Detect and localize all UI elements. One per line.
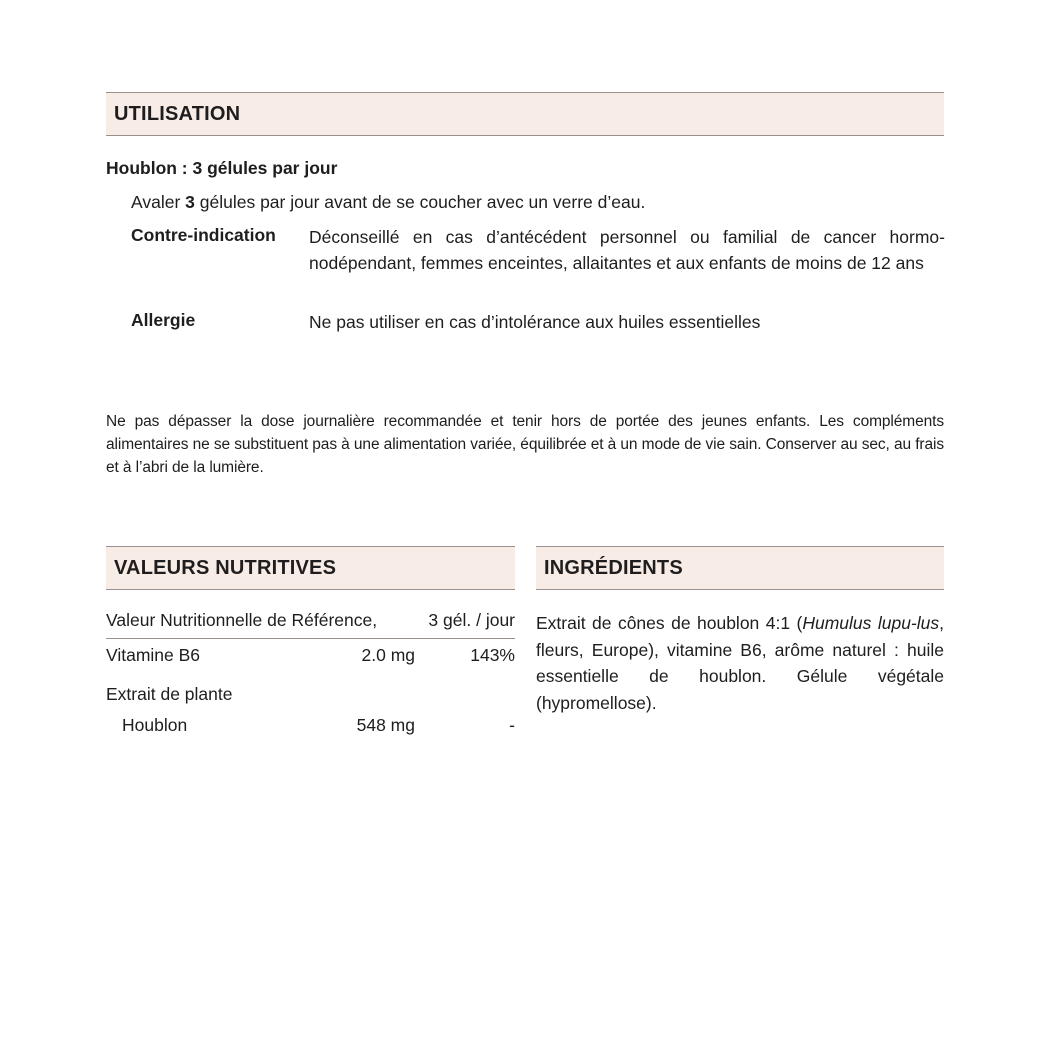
usage-dose	[131, 192, 931, 213]
utilisation-header-label: UTILISATION	[114, 102, 241, 125]
nutrient-pct: 143%	[470, 645, 515, 665]
dose-number: 3	[185, 192, 195, 212]
allergie-label: Allergie	[131, 310, 196, 330]
ingredients-header	[536, 546, 944, 590]
ingredients-text	[536, 610, 944, 716]
nutrient-pct: -	[509, 715, 515, 735]
nutrient-name: Houblon	[122, 715, 188, 735]
nutrition-ref-label: Valeur Nutritionnelle de Référence,	[106, 610, 378, 630]
table-row	[106, 715, 515, 741]
valeurs-nutritives-header	[106, 546, 515, 590]
ingredients-latin-name: Humulus lupu-lus	[802, 613, 940, 633]
ingredients-part2: , fleurs, Europe), vitamine B6, arôme naturel : huile essentielle de houblon. Gélule végétale (hypromellose).	[536, 613, 944, 713]
table-row	[106, 645, 515, 671]
nutrient-amount: 2.0 mg	[361, 645, 415, 665]
warning-text: Ne pas dépasser la dose journalière recommandée et tenir hors de portée des jeunes enfants. Les compléments alimentaires ne se substituent pas à une alimentation variée, équilibrée et à un mode de vie sain. Conserver au sec, au frais et à l’abri de la lumière.	[106, 413, 944, 476]
contre-indication-text: Déconseillé en cas d’antécédent personnel ou familial de cancer hormo-nodépendant, femmes enceintes, allaitantes et aux enfants de moins de 12 ans	[309, 227, 945, 273]
ingredients-part1: Extrait de cônes de houblon 4:1 (	[536, 613, 803, 633]
ingredients-header-label: INGRÉDIENTS	[544, 556, 683, 579]
nutrient-name: Extrait de plante	[106, 684, 233, 704]
nutrition-qty-label: 3 gél. / jour	[428, 610, 515, 630]
dose-suffix: gélules par jour avant de se coucher avec un verre d’eau.	[194, 192, 646, 212]
usage-title: Houblon : 3 gélules par jour	[106, 158, 338, 178]
valeurs-header-label: VALEURS NUTRITIVES	[114, 556, 337, 579]
contre-indication-label: Contre-indication	[131, 225, 276, 245]
nutrition-table-header	[106, 610, 515, 639]
utilisation-header	[106, 92, 944, 136]
nutrient-amount: 548 mg	[356, 715, 415, 735]
nutrient-name: Vitamine B6	[106, 645, 201, 665]
table-row	[106, 684, 515, 710]
allergie-text: Ne pas utiliser en cas d’intolérance aux huiles essentielles	[309, 312, 761, 332]
dose-prefix: Avaler	[131, 192, 186, 212]
